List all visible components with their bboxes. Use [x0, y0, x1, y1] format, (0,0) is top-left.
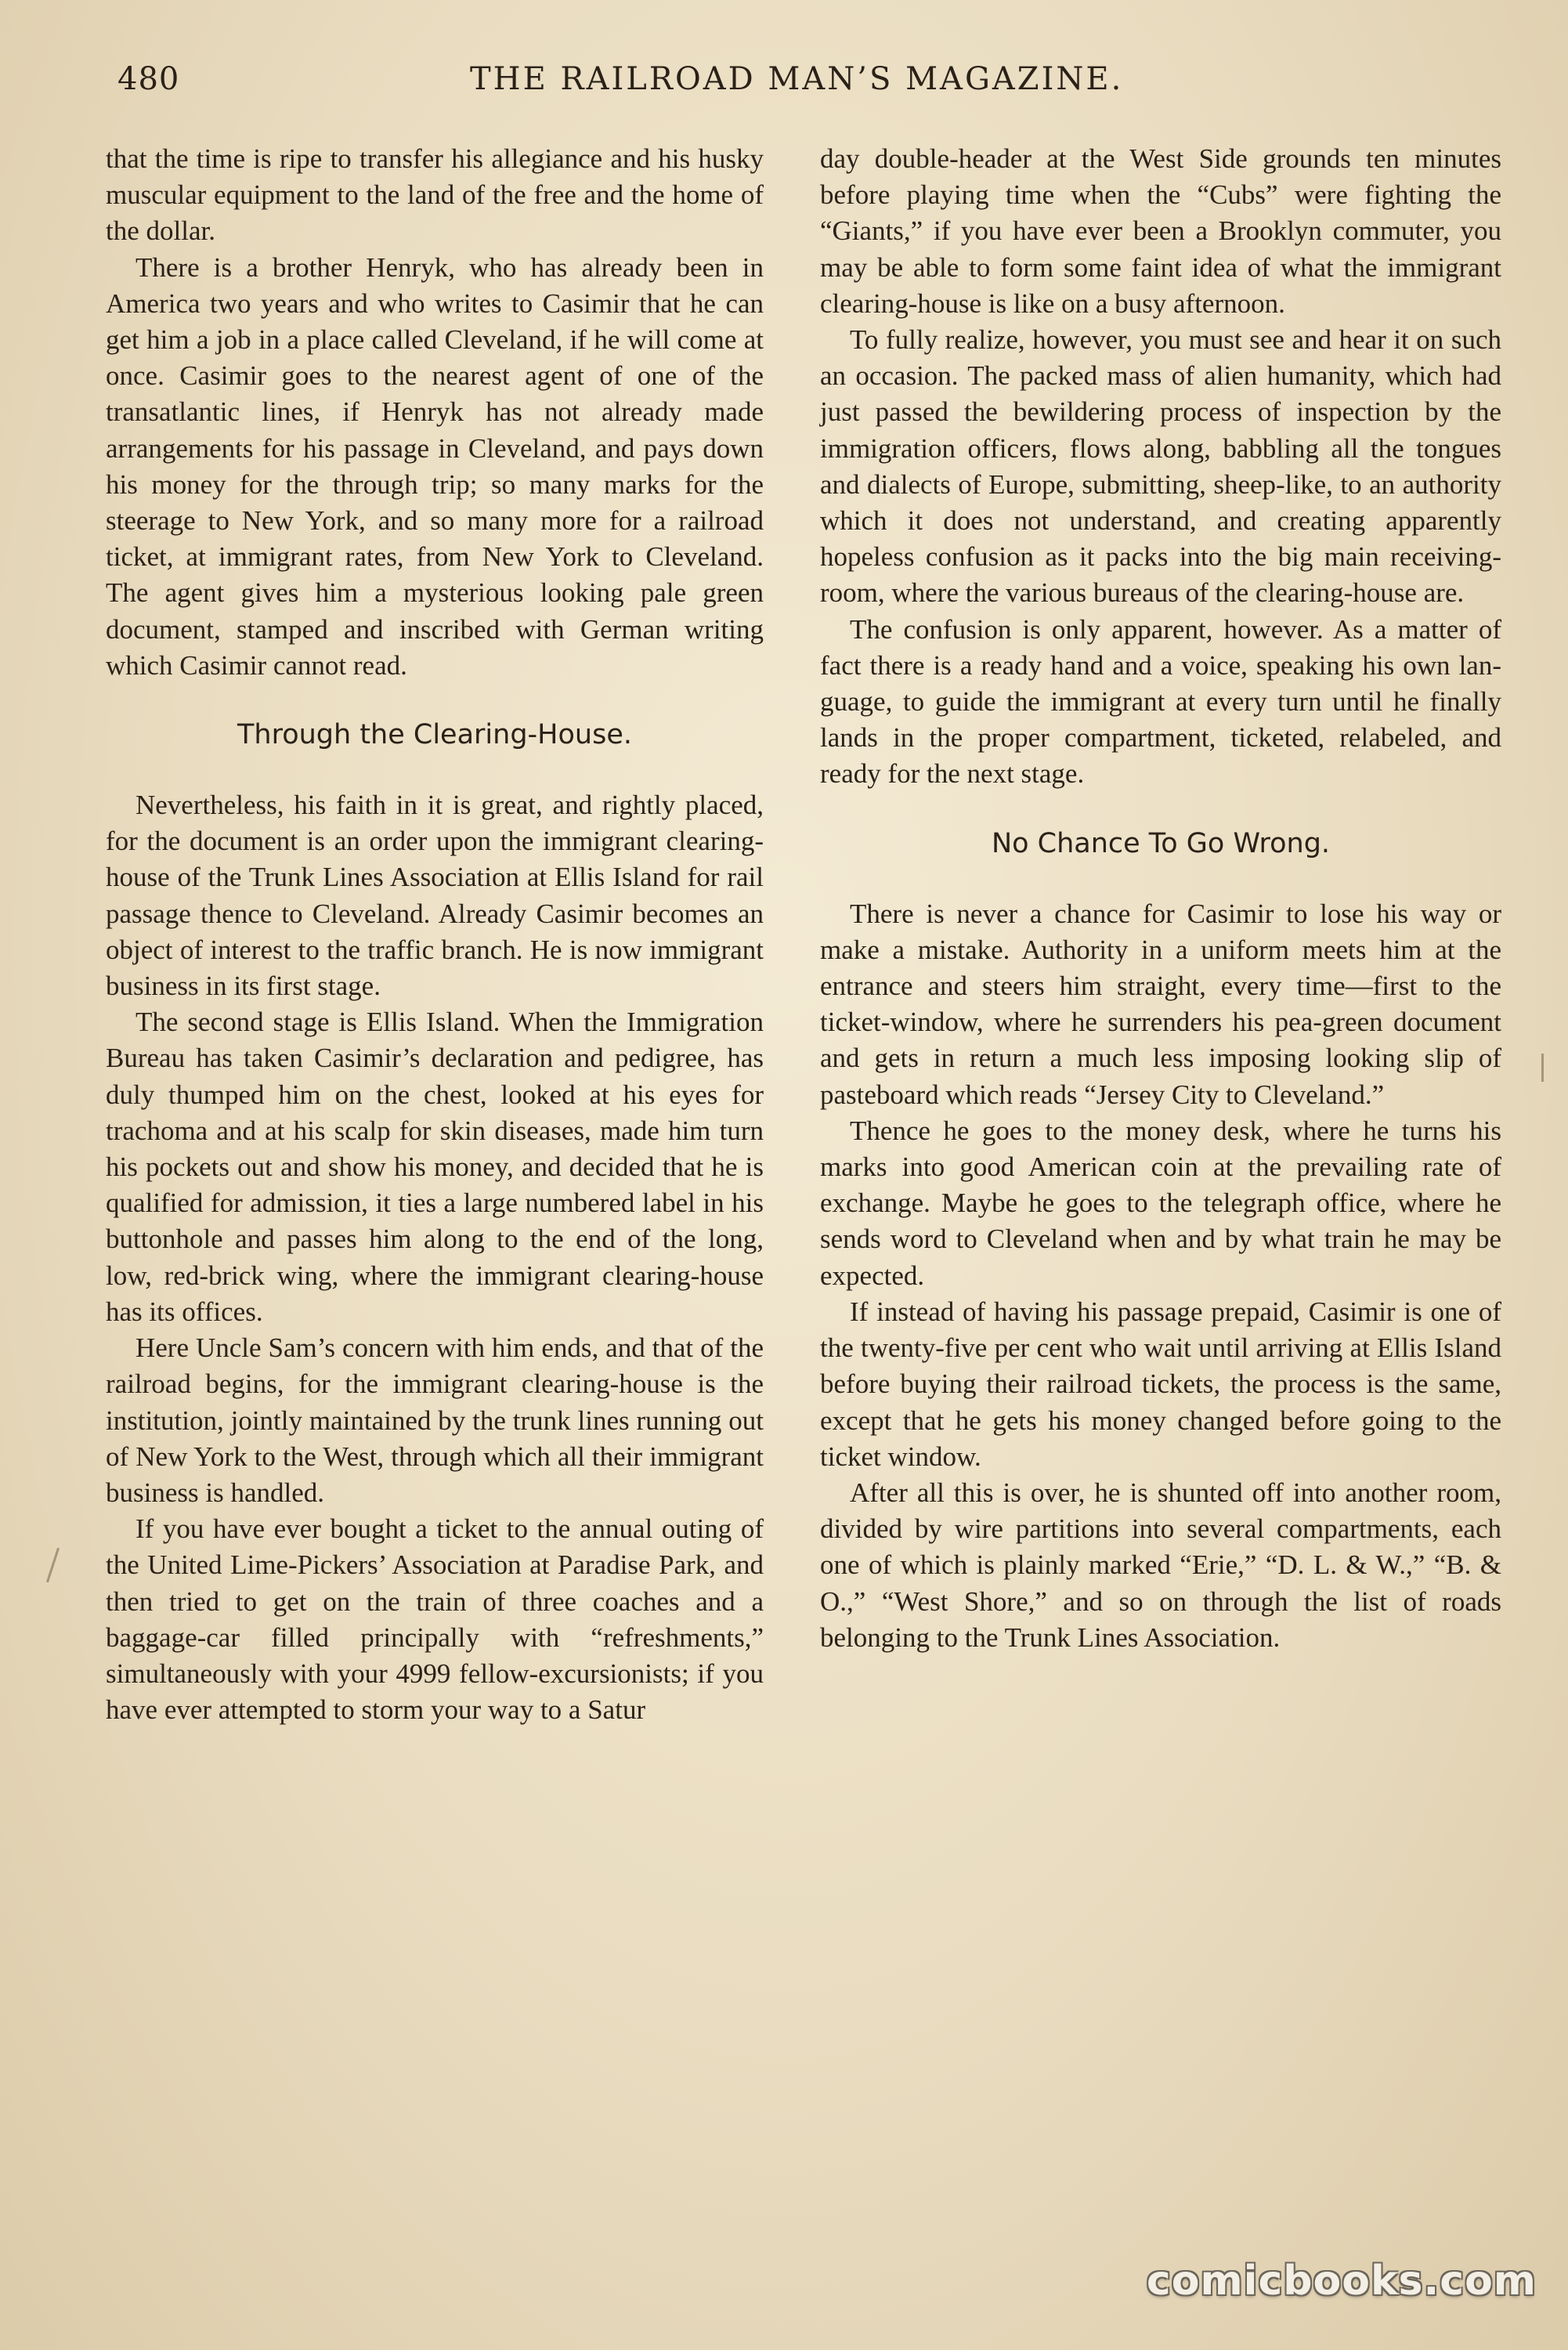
- left-column: [106, 141, 764, 1728]
- paragraph: The confusion is only apparent, however. As a matter of fact there is a ready hand and a voice, speaking his own language, to guide the immigrant at every turn until he finally lands in the proper compartment, ticketed, relabeled, and ready for the next stage.: [820, 613, 1501, 790]
- paragraph: Thence he goes to the money desk, where he turns his marks into good American coin at the prevailing rate of exchange. Maybe he goes to the telegraph office, where he sends word to Cleveland when and by what train he may be expected.: [820, 1115, 1501, 1291]
- paragraph: If instead of having his passage prepaid, Casimir is one of the twenty-five per cent who wait until arriving at Ellis Island before buying their railroad tickets, the process is the same, except that he gets his money changed before going to the ticket window.: [820, 1296, 1501, 1472]
- paragraph: day double-header at the West Side grounds ten minutes before playing time when the “Cubs” were fighting the “Giants,” if you have ever been a Brooklyn commuter, you may be able to form some faint idea of what the immigrant clearing-house is like on a busy afternoon.: [820, 143, 1501, 319]
- paragraph: that the time is ripe to transfer his allegiance and his husky muscular equipment to the land of the free and the home of the dollar.: [106, 143, 764, 247]
- paragraph: There is a brother Henryk, who has already been in America two years and who writes to Casimir that he can get him a job in a place called Cleveland, if he will come at once. Casimir goes to the nearest agent of one of the transatlantic lines, if Henryk has not already made arrangements for his passage in Cleveland, and pays down his money for the through trip; so many marks for the steerage to New York, and so many more for a railroad ticket, at immigrant rates, from New York to Cleveland. The agent gives him a mysterious looking pale green document, stamped and inscribed with German writing which Casimir cannot read.: [106, 251, 764, 681]
- paragraph: After all this is over, he is shunted off into another room, divided by wire partitions into several compartments, each one of which is plainly marked “Erie,” “D. L. & W.,” “B. & O.,” “West Shore,” and so on through the list of roads belonging to the Trunk Lines Association.: [820, 1477, 1501, 1653]
- section-heading-no-chance: No Chance To Go Wrong.: [991, 827, 1331, 859]
- paragraph: Here Uncle Sam’s concern with him ends, and that of the railroad begins, for the immigrant clearing-house is the institution, jointly maintained by the trunk lines running out of New York to the West, through which all their immigrant business is handled.: [106, 1332, 764, 1508]
- margin-mark: [46, 1548, 60, 1583]
- paragraph: There is never a chance for Casimir to lose his way or make a mistake. Authority in a uniform meets him at the entrance and steers him straight, every time—first to the ticket-window, where he surrenders his pea-green document and gets in return a much less imposing looking slip of pasteboard which reads “Jersey City to Cleveland.”: [820, 898, 1501, 1110]
- paragraph: Nevertheless, his faith in it is great, and rightly placed, for the document is an order upon the immigrant clearing-house of the Trunk Lines Association at Ellis Island for rail passage thence to Cleveland. Already Casimir becomes an object of interest to the traffic branch. He is now immigrant business in its first stage.: [106, 790, 764, 1002]
- running-title: THE RAILROAD MAN’S MAGAZINE.: [470, 61, 1124, 97]
- watermark: comicbooks.com: [1146, 2258, 1537, 2305]
- paragraph: If you have ever bought a ticket to the annual outing of the United Lime-Pickers’ Association at Paradise Park, and then tried to get on the train of three coaches and a baggage-car filled principally with “refreshments,” simultaneously with your 4999 fellow-excursionists; if you have ever attempted to storm your way to a Satur: [106, 1513, 764, 1726]
- right-column: [820, 141, 1501, 1656]
- page-number: 480: [117, 61, 180, 97]
- paragraph: To fully realize, however, you must see and hear it on such an occasion. The packed mass of alien humanity, which had just passed the bewildering process of inspection by the immigration officers, flows along, babbling all the tongues and dialects of Europe, submitting, sheep-like, to an authority which it does not understand, and creating apparently hopeless confusion as it packs into the big main receiving-room, where the various bureaus of the clearing-house are.: [820, 324, 1501, 609]
- page-header: [117, 61, 1167, 108]
- margin-mark: [1541, 1054, 1544, 1082]
- paragraph: The second stage is Ellis Island. When the Immigration Bureau has taken Casimir’s declaration and pedigree, has duly thumped him on the chest, looked at his eyes for trachoma and at his scalp for skin diseases, made him turn his pockets out and show his money, and decided that he is qualified for admission, it ties a large numbered label in his buttonhole and passes him along to the end of the long, low, red-brick wing, where the immigrant clearing-house has its offices.: [106, 1007, 764, 1327]
- section-heading-clearing-house: Through the Clearing-House.: [237, 719, 632, 751]
